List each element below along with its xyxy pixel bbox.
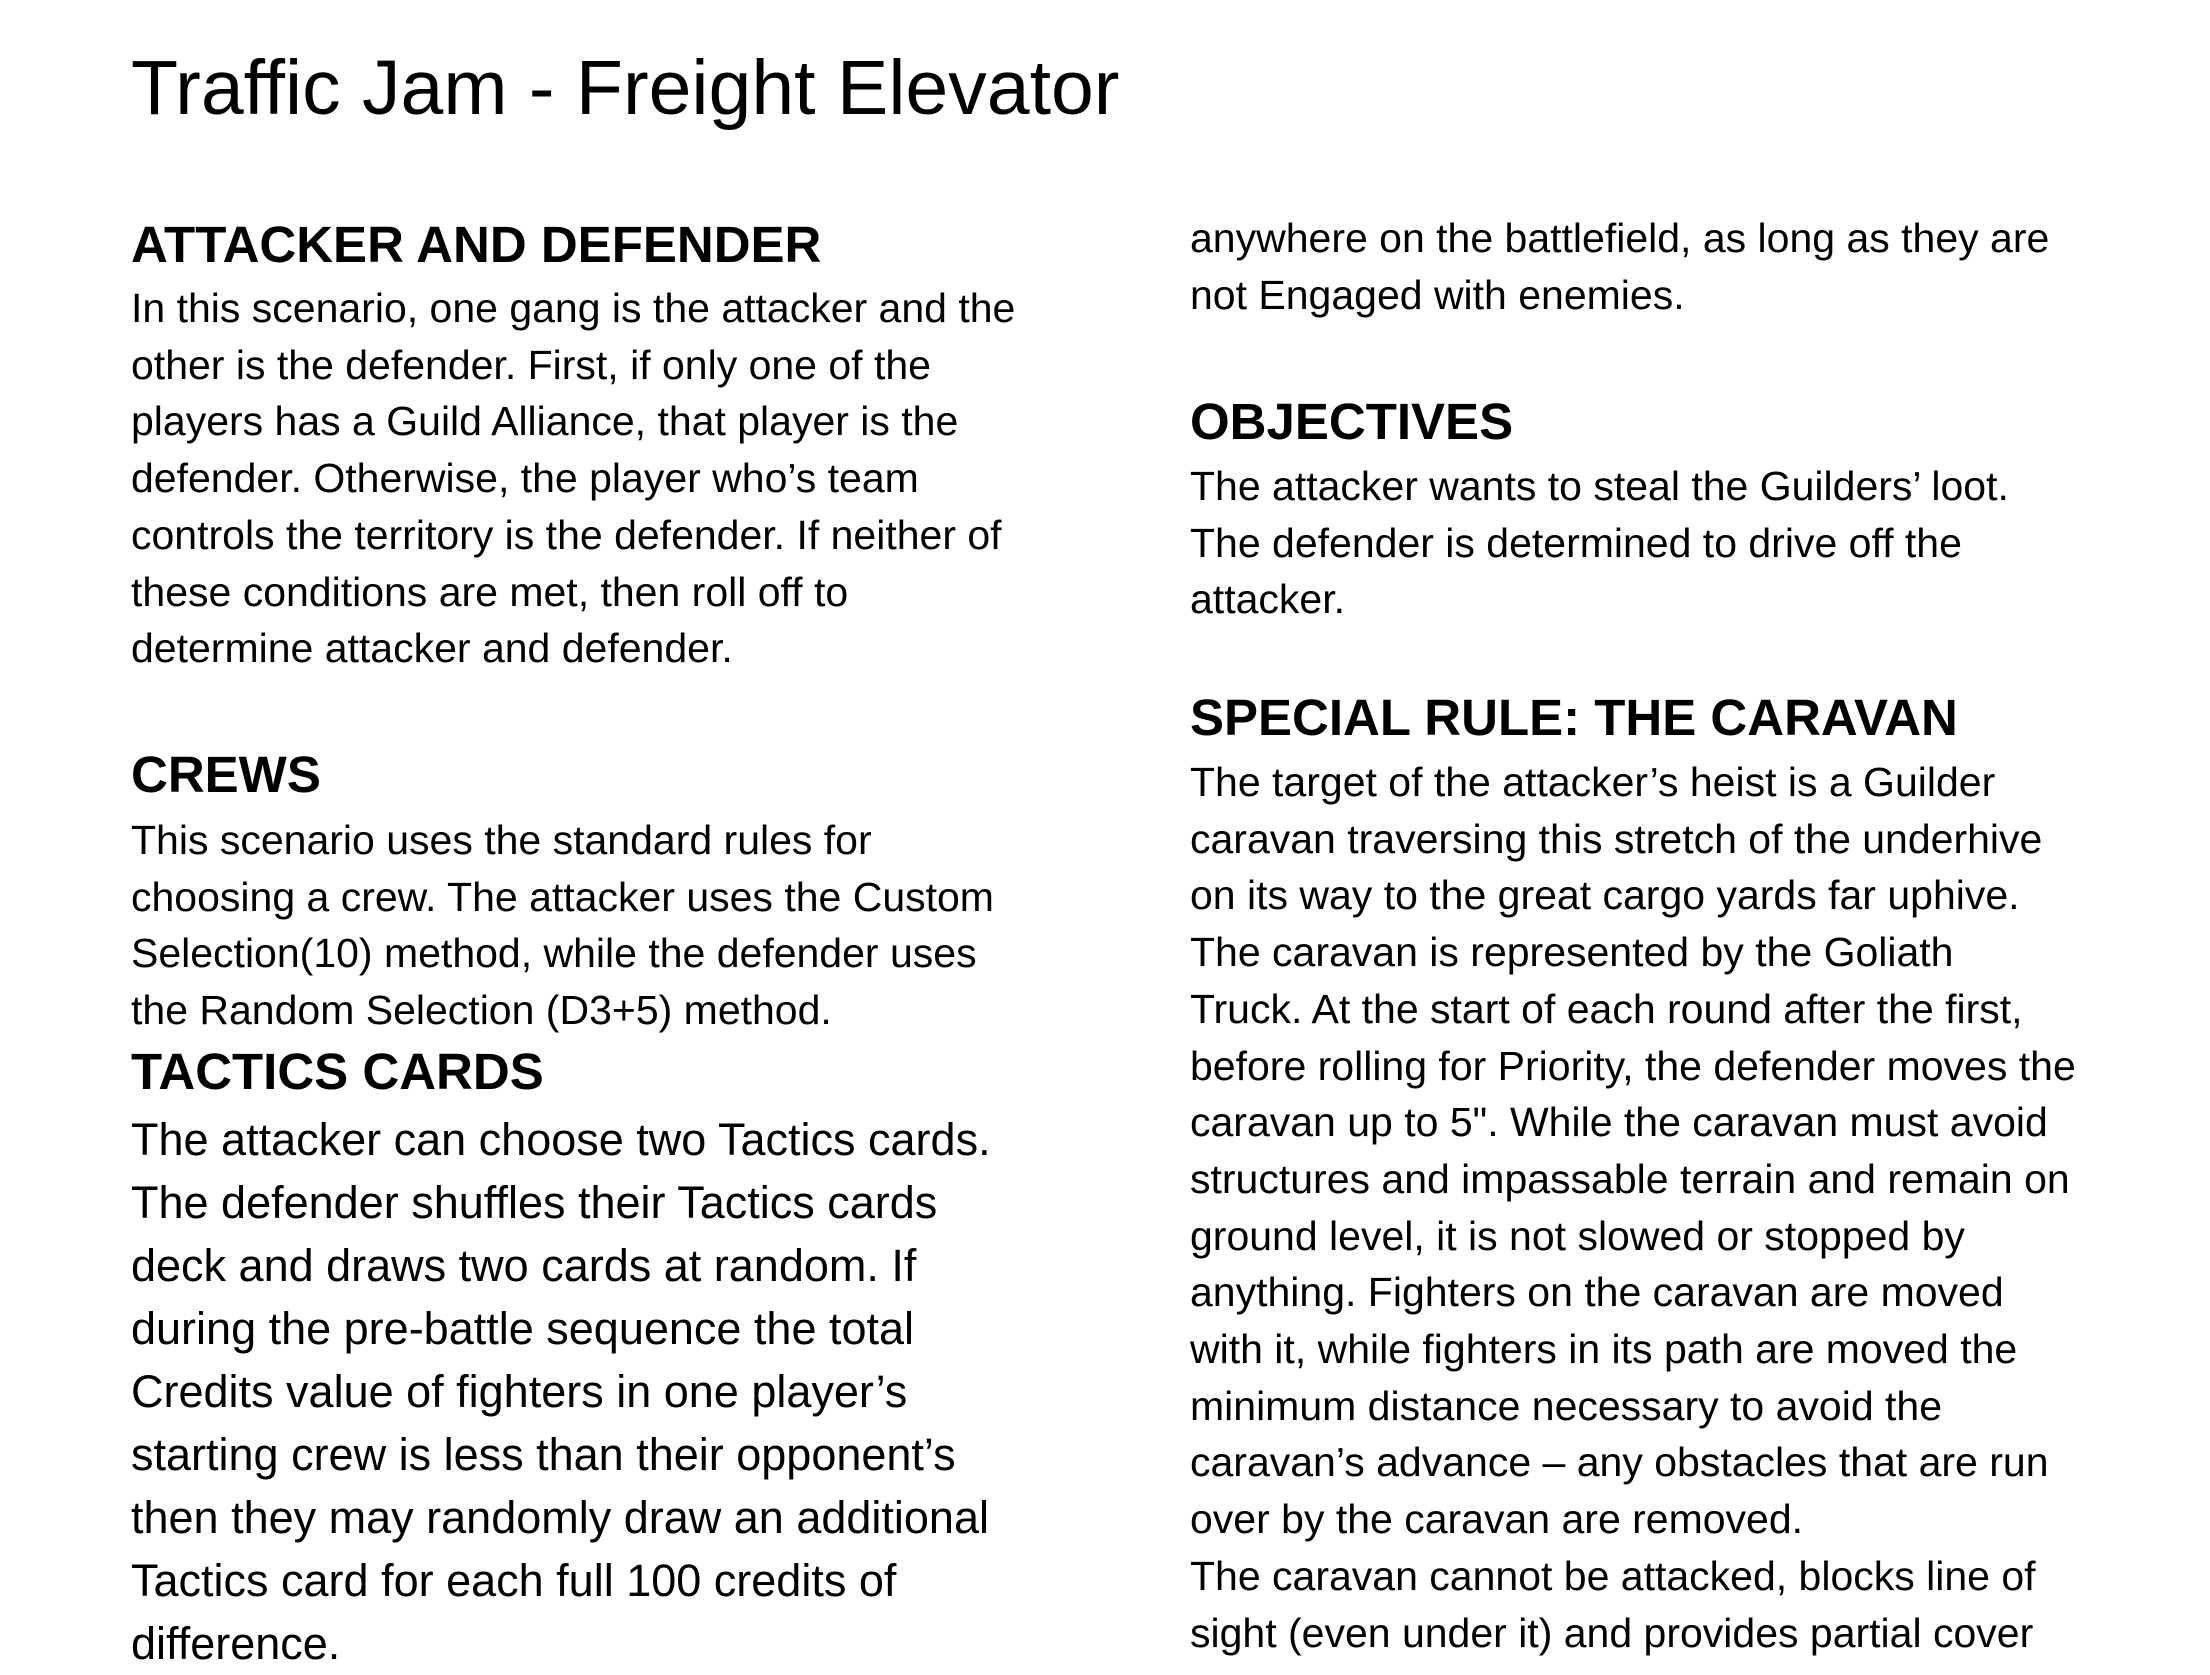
page-title: Traffic Jam - Freight Elevator xyxy=(131,45,1120,131)
text-line: these conditions are met, then roll off to xyxy=(131,568,849,615)
text-line: The caravan is represented by the Goliath xyxy=(1190,929,1954,976)
text-line: ground level, it is not slowed or stopped by xyxy=(1190,1212,1965,1259)
paragraph-tactics-cards xyxy=(131,1108,991,1675)
text-line: The caravan cannot be attacked, blocks line of xyxy=(1190,1552,2036,1599)
text-line: attacker. xyxy=(1190,576,1345,623)
text-line: with it, while fighters in its path are moved the xyxy=(1190,1326,2018,1373)
text-line: then they may randomly draw an additional xyxy=(131,1492,989,1543)
text-line: Selection(10) method, while the defender uses xyxy=(131,930,977,977)
text-line: other is the defender. First, if only one of the xyxy=(131,341,931,388)
text-line: difference. xyxy=(131,1618,341,1669)
text-line: players has a Guild Alliance, that player is the xyxy=(131,398,959,445)
heading-objectives: OBJECTIVES xyxy=(1190,393,1514,450)
heading-crews: CREWS xyxy=(131,746,321,803)
text-line: minimum distance necessary to avoid the xyxy=(1190,1382,1943,1429)
text-line: The defender is determined to drive off the xyxy=(1190,519,1962,566)
text-line: defender. Otherwise, the player who’s team xyxy=(131,455,919,502)
text-line: The attacker can choose two Tactics cards. xyxy=(131,1114,991,1165)
text-line: This scenario uses the standard rules for xyxy=(131,817,872,863)
text-line: determine attacker and defender. xyxy=(131,625,733,672)
paragraph-crews xyxy=(131,812,994,1039)
text-line: during the pre-battle sequence the total xyxy=(131,1303,915,1354)
text-line: Credits value of fighters in one player’s xyxy=(131,1366,908,1417)
text-line: on its way to the great cargo yards far uphive. xyxy=(1190,872,2020,919)
text-line: Tactics card for each full 100 credits of xyxy=(131,1555,897,1606)
text-line: not Engaged with enemies. xyxy=(1190,271,1685,318)
text-line: caravan up to 5". While the caravan must avoid xyxy=(1190,1099,2048,1146)
text-line: anywhere on the battlefield, as long as they are xyxy=(1190,215,2050,261)
text-line: In this scenario, one gang is the attacker and the xyxy=(131,285,1016,331)
text-line: starting crew is less than their opponent’s xyxy=(131,1429,956,1480)
text-line: deck and draws two cards at random. If xyxy=(131,1240,917,1291)
text-line: structures and impassable terrain and remain on xyxy=(1190,1155,2070,1202)
text-line: the Random Selection (D3+5) method. xyxy=(131,987,832,1034)
heading-tactics-cards: TACTICS CARDS xyxy=(131,1043,544,1100)
text-line: caravan traversing this stretch of the underhive xyxy=(1190,815,2043,862)
paragraph-attacker-and-defender xyxy=(131,280,1015,677)
text-line: caravan’s advance – any obstacles that are run xyxy=(1190,1439,2049,1486)
text-line: The defender shuffles their Tactics cards xyxy=(131,1177,938,1228)
text-line: before rolling for Priority, the defender moves the xyxy=(1190,1042,2076,1089)
paragraph-special-rule-caravan xyxy=(1190,754,2076,1661)
heading-attacker-and-defender: ATTACKER AND DEFENDER xyxy=(131,216,822,273)
heading-special-rule-caravan: SPECIAL RULE: THE CARAVAN xyxy=(1190,689,1958,746)
text-line: over by the caravan are removed. xyxy=(1190,1496,1804,1543)
text-line: The attacker wants to steal the Guilders’ loot. xyxy=(1190,463,2009,509)
text-line: The target of the attacker’s heist is a Guilder xyxy=(1190,759,1996,805)
paragraph-objectives xyxy=(1190,458,2009,628)
text-line: sight (even under it) and provides partial cover xyxy=(1190,1609,2034,1656)
paragraph-continuation xyxy=(1190,210,2049,323)
text-line: choosing a crew. The attacker uses the Custom xyxy=(131,873,994,920)
text-line: anything. Fighters on the caravan are moved xyxy=(1190,1269,2004,1316)
text-line: controls the territory is the defender. If neither of xyxy=(131,511,1002,558)
text-line: Truck. At the start of each round after the first, xyxy=(1190,985,2023,1032)
